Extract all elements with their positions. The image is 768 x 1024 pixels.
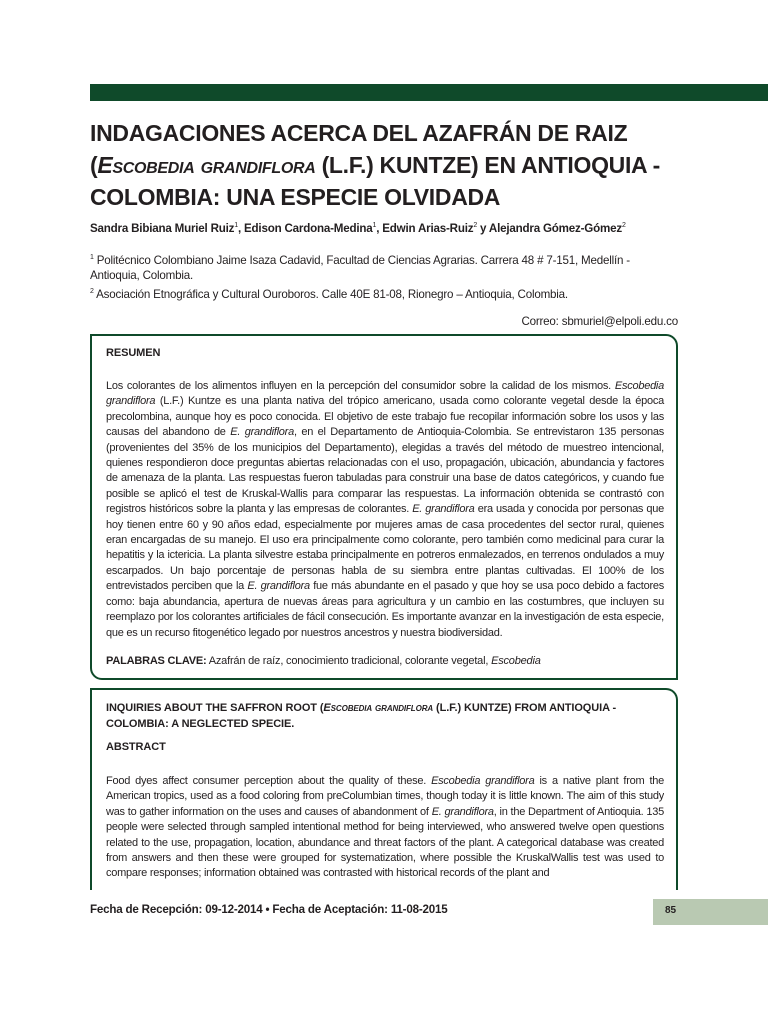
keywords-line (106, 654, 664, 669)
keywords-text: Azafrán de raíz, conocimiento tradicional, colorante vegetal, (206, 655, 492, 667)
article-title (90, 117, 710, 213)
author-affiliation-mark: 1 (234, 222, 238, 229)
affiliation-item (90, 250, 680, 284)
author-separator: , (237, 221, 245, 235)
contact-email: Correo: sbmuriel@elpoli.edu.co (521, 315, 678, 328)
author-list (90, 218, 710, 237)
author-separator: , (376, 221, 383, 235)
resumen-text (106, 379, 664, 641)
author-separator: y (477, 221, 489, 235)
text-segment: fue más abundante en el pasado y que hoy se usa poco debido a factores como: baja abundancia, apertura de nuevas áreas para agricultura y un cambio en las costumbres, que incluyen su reemplazo por los colorantes artificiales de fácil consecución. Es importante avanzar en la investigación de esta especie, que es un recurso fitogenético legado por nuestros ancestros y nuestra biodiversidad. (106, 580, 664, 639)
header-bar (90, 84, 768, 101)
author-affiliation-mark: 1 (372, 222, 377, 229)
title-species-genus: Escobedia (97, 152, 195, 178)
italic-text-segment: Escobedia grandiflora (106, 380, 664, 408)
italic-text-segment: Escobedia grandiflora (431, 775, 535, 787)
affiliation-text: Asociación Etnográfica y Cultural Ouroboros. Calle 40E 81-08, Rionegro – Antioquia, Colombia. (96, 287, 568, 301)
text-segment: Food dyes affect consumer perception about the quality of these. (106, 775, 432, 787)
title-species-epithet: grandiflora (200, 152, 316, 178)
author-name: Alejandra Gómez-Gómez (488, 221, 622, 235)
title-part1: INDAGACIONES ACERCA DEL AZAFRÁN DE RAIZ ( (90, 120, 628, 178)
text-segment: (L.F.) Kuntze es una planta nativa del trópico americano, usada como colorante vegetal desde la época precolombina, aunque hoy es poco conocida. El objetivo de este trabajo fue recopilar información sobre los usos y las causas del abandono de (106, 395, 664, 439)
affiliation-mark: 2 (90, 287, 94, 295)
abstract-heading: ABSTRACT (106, 741, 166, 753)
italic-text-segment: E. grandiflora (412, 503, 475, 516)
reception-acceptance-dates: Fecha de Recepción: 09-12-2014 • Fecha de Aceptación: 11-08-2015 (90, 903, 448, 916)
english-title-species: Escobedia grandiflora (323, 702, 434, 714)
resumen-box (90, 334, 678, 680)
english-title (106, 700, 664, 732)
title-part2: (L.F.) KUNTZE) EN ANTIOQUIA - COLOMBIA: UNA ESPECIE OLVIDADA (90, 152, 660, 210)
keywords-italic: Escobedia (491, 655, 541, 667)
affiliation-text: Politécnico Colombiano Jaime Isaza Cadavid, Facultad de Ciencias Agrarias. Carrera 48 # 7-151, Medellín - Antioquia, Colombia. (90, 253, 630, 283)
affiliation-item (90, 284, 680, 302)
abstract-text (106, 774, 664, 890)
author-name: Edwin Arias-Ruiz (382, 221, 474, 235)
author-affiliation-mark: 2 (621, 222, 626, 229)
text-segment: , en el Departamento de Antioquia-Colombia. Se entrevistaron 135 personas (provenientes del 35% de los municipios del Departamento), elegidas a través del método de muestreo intencional, quienes respondieron doce preguntas abiertas relacionadas con el uso, propagación, ubicación, abundancia y factores de amenaza de la planta. Las respuestas fueron tabuladas para construir una base de datos categóricos, y cuando fue posible se aplicó el test de Kruskal-Wallis para comparar las respuestas. La información obtenida se contrastó con registros históricos sobre la planta y las empresas de colorantes. (106, 426, 664, 516)
text-segment: era usada y conocida por personas que hoy tienen entre 60 y 90 años edad, especialmente por mujeres amas de casa procedentes del sector rural, quienes eran encargadas de su manejo. El uso era principalmente como colorante, pero también como medicinal para curar la hepatitis y la ictericia. La planta silvestre estaba principalmente en potreros enmalezados, en terrenos ondulados a muy escarpados. Un bajo porcentaje de personas habla de su siembra entre plantas cultivadas. El 100% de los entrevistados perciben que la (106, 503, 664, 593)
resumen-heading: RESUMEN (106, 347, 161, 359)
abstract-box (90, 688, 678, 890)
page-number: 85 (665, 905, 677, 916)
author-name: Sandra Bibiana Muriel Ruiz (90, 221, 235, 235)
text-segment: Los colorantes de los alimentos influyen en la percepción del consumidor sobre la calidad de los mismos. (106, 380, 615, 392)
italic-text-segment: E. grandiflora (247, 580, 310, 593)
english-title-part2: (L.F.) KUNTZE) FROM ANTIOQUIA - COLOMBIA: A NEGLECTED SPECIE. (106, 702, 617, 730)
affiliation-list (90, 250, 680, 302)
italic-text-segment: E. grandiflora (431, 805, 494, 818)
text-segment: , in the Department of Antioquia. 135 people were selected through sampled intentional method for being interviewed, who answered twelve open questions related to the use, propagation, location, abundance and threat factors of the plant. A categorical database was created from answers and then these were grouped for systematization, where possible the KruskalWallis test was used to compare responses; information obtained was contrasted with historical records of the plant and (106, 805, 664, 880)
italic-text-segment: E. grandiflora (230, 426, 294, 439)
text-segment: is a native plant from the American tropics, used as a food coloring from preColumbian times, though today it is little known. The aim of this study was to gather information on the uses and causes of abandonment of (106, 775, 664, 818)
affiliation-mark: 1 (90, 254, 94, 261)
author-name: Edison Cardona-Medina (244, 221, 373, 235)
author-affiliation-mark: 2 (473, 222, 478, 229)
keywords-label: PALABRAS CLAVE: (106, 655, 207, 667)
english-title-part1: INQUIRIES ABOUT THE SAFFRON ROOT ( (106, 702, 324, 714)
